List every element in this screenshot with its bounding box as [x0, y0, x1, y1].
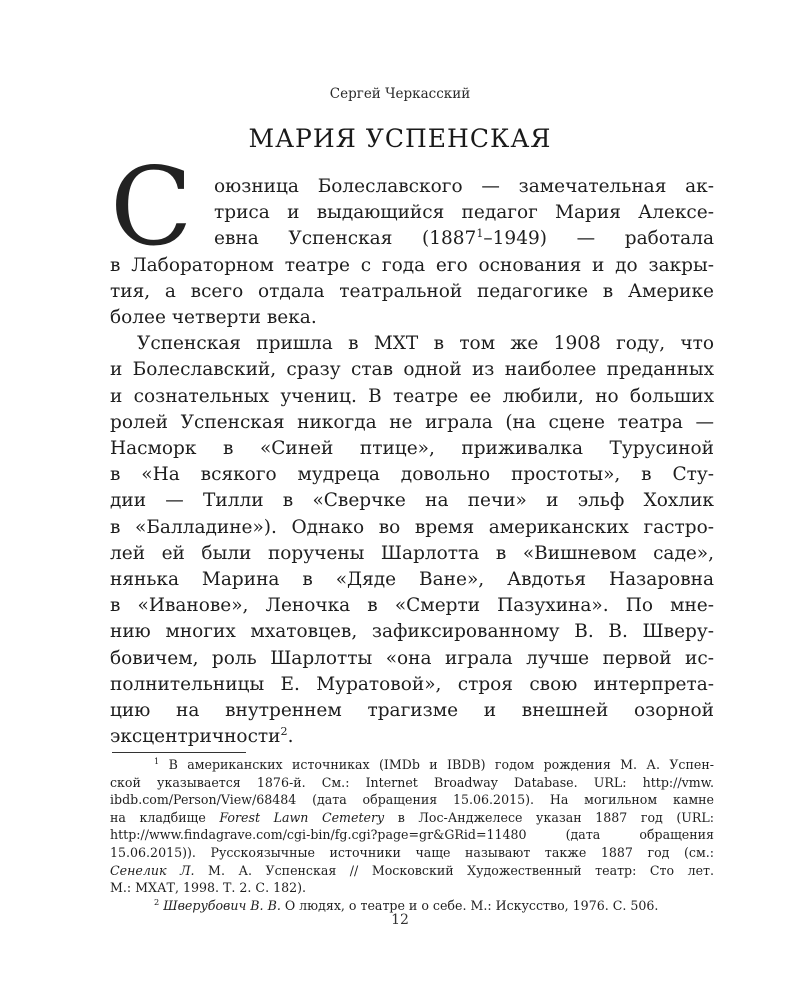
text-line: цию на внутреннем трагизме и внешней озорной	[110, 700, 714, 722]
main-text	[110, 145, 714, 750]
footnotes	[110, 756, 714, 914]
footnote-ref-1[interactable]: 1	[476, 227, 484, 241]
text-line: дии — Тилли в «Сверчке на печи» и эльф Хохлик	[110, 490, 714, 512]
paragraph-1	[110, 145, 714, 331]
footnote-line: М.: МХАТ, 1998. Т. 2. С. 182).	[110, 880, 307, 896]
text-line: оюзница Болеславского — замечательная ак-	[214, 176, 714, 197]
footnote-line: $^2$ Шверубович В. В. О людях, о театре и о себе. М.: Искусство, 1976. С. 506.	[154, 896, 659, 913]
chapter-title: МАРИЯ УСПЕНСКАЯ	[248, 124, 552, 153]
running-head: Сергей Черкасский	[329, 86, 471, 102]
footnote-line: http://www.findagrave.com/cgi-bin/fg.cgi?page=gr&GRid=11480 (дата обращения	[110, 827, 714, 843]
footnote-number: 2	[154, 896, 160, 907]
text-line: тия, а всего отдала театральной педагогике в Америке	[110, 280, 714, 302]
text-line: нию многих мхатовцев, зафиксированному В. В. Шверу-	[110, 621, 714, 643]
footnote-1	[110, 756, 714, 897]
footnote-line: на кладбище Forest Lawn Cemetery в Лос-Анджелесе указан 1887 год (URL:	[110, 809, 714, 825]
text-line: в «Иванове», Леночка в «Смерти Пазухина». По мне-	[110, 595, 714, 617]
text-line: эксцентричности$^2$.	[110, 725, 294, 748]
text-line: лей ей были поручены Шарлотта в «Вишневом саде»,	[110, 542, 714, 564]
text-line: триса и выдающийся педагог Мария Алексе-	[214, 202, 714, 224]
text-line: нянька Марина в «Дяде Ване», Авдотья Назаровна	[110, 569, 714, 591]
text-line: бовичем, роль Шарлотты «она играла лучше первой ис-	[110, 647, 714, 669]
drop-cap: С	[110, 145, 193, 270]
text-line: и сознательных учениц. В театре ее любили, но больших	[110, 385, 714, 407]
text-line: полнительницы Е. Муратовой», строя свою интерпрета-	[110, 673, 714, 695]
text-line: Успенская пришла в МХТ в том же 1908 году, что	[137, 333, 714, 355]
text-line: в Лабораторном театре с года его основания и до закры-	[110, 254, 714, 276]
text-line: в «Балладине»). Однако во время американских гастро-	[110, 516, 714, 538]
footnote-line: $^1$ В американских источниках (IMDb и IBDB) годом рождения М. А. Успен-	[154, 755, 714, 772]
footnote-divider	[112, 752, 246, 753]
footnote-line: ской указывается 1876-й. См.: Internet Broadway Database. URL: http://vmw.	[110, 774, 714, 790]
text-line: и Болеславский, сразу став одной из наиболее преданных	[110, 359, 714, 381]
text-line: более четверти века.	[110, 307, 317, 329]
footnote-number: 1	[154, 755, 160, 766]
footnote-line: 15.06.2015)). Русскоязычные источники чаще называют также 1887 год (см.:	[110, 844, 714, 860]
text-line: евна Успенская (1887$^1$–1949) — работала	[214, 227, 714, 250]
page-number: 12	[391, 912, 409, 928]
footnote-line: Сенелик Л. М. А. Успенская // Московский Художественный театр: Сто лет.	[110, 862, 714, 878]
footnote-ref-2[interactable]: 2	[280, 725, 288, 739]
text-line: в «На всякого мудреца довольно простоты», в Сту-	[110, 464, 714, 486]
text-line: Насморк в «Синей птице», приживалка Турусиной	[110, 438, 714, 460]
paragraph-2	[110, 331, 714, 750]
footnote-line: ibdb.com/Person/View/68484 (дата обращения 15.06.2015). На могильном камне	[110, 792, 714, 808]
text-line: ролей Успенская никогда не играла (на сцене театра —	[110, 411, 714, 433]
